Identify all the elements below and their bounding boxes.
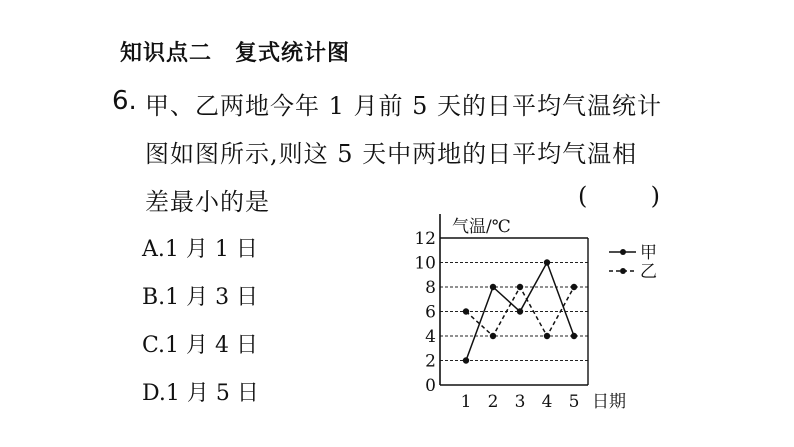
x-tick-label: 5 [568,392,580,412]
question-text-line-2: 图如图所示,则这 5 天中两地的日平均气温相 [145,140,638,168]
option-label: C. [142,333,166,358]
answer-paren-close: ) [650,182,660,210]
data-point [544,259,550,265]
y-tick-label: 4 [425,327,436,347]
question-text-line-1: 甲、乙两地今年 1 月前 5 天的日平均气温统计 [145,92,663,120]
data-point [517,308,523,314]
y-axis-title: 气温/℃ [452,217,511,237]
legend-marker [620,249,626,255]
data-point [463,357,469,363]
y-tick-label: 10 [414,253,436,274]
x-tick-label: 1 [460,392,472,412]
y-tick-label: 2 [425,351,436,372]
data-point [544,333,550,339]
legend-label: 甲 [640,243,657,263]
answer-paren-open: ( [578,182,588,210]
option-text: 1 月 4 日 [165,333,259,358]
x-tick-label: 2 [487,392,499,412]
data-point [490,284,496,290]
x-axis-title: 日期 [592,392,626,412]
y-tick-label: 12 [414,229,436,249]
option-text: 1 月 3 日 [165,285,259,310]
data-point [571,284,577,290]
option-text: 1 月 1 日 [164,237,258,262]
x-tick-label: 4 [541,392,553,412]
question-text-line-3: 差最小的是 [145,188,270,216]
option-text: 1 月 5 日 [165,381,259,406]
y-tick-label: 6 [425,302,436,323]
y-tick-label: 8 [425,278,436,298]
data-point [463,308,469,314]
data-point [571,333,577,339]
option-label: D. [142,381,166,406]
section-title: 知识点二 复式统计图 [120,41,351,66]
legend-marker [620,268,626,274]
data-point [490,333,496,339]
legend-label: 乙 [640,262,657,282]
y-tick-label: 0 [425,376,436,396]
data-point [517,284,523,290]
option-label: A. [142,237,165,262]
question-number: 6. [112,86,137,116]
x-tick-label: 3 [514,392,526,412]
option-label: B. [142,285,166,310]
